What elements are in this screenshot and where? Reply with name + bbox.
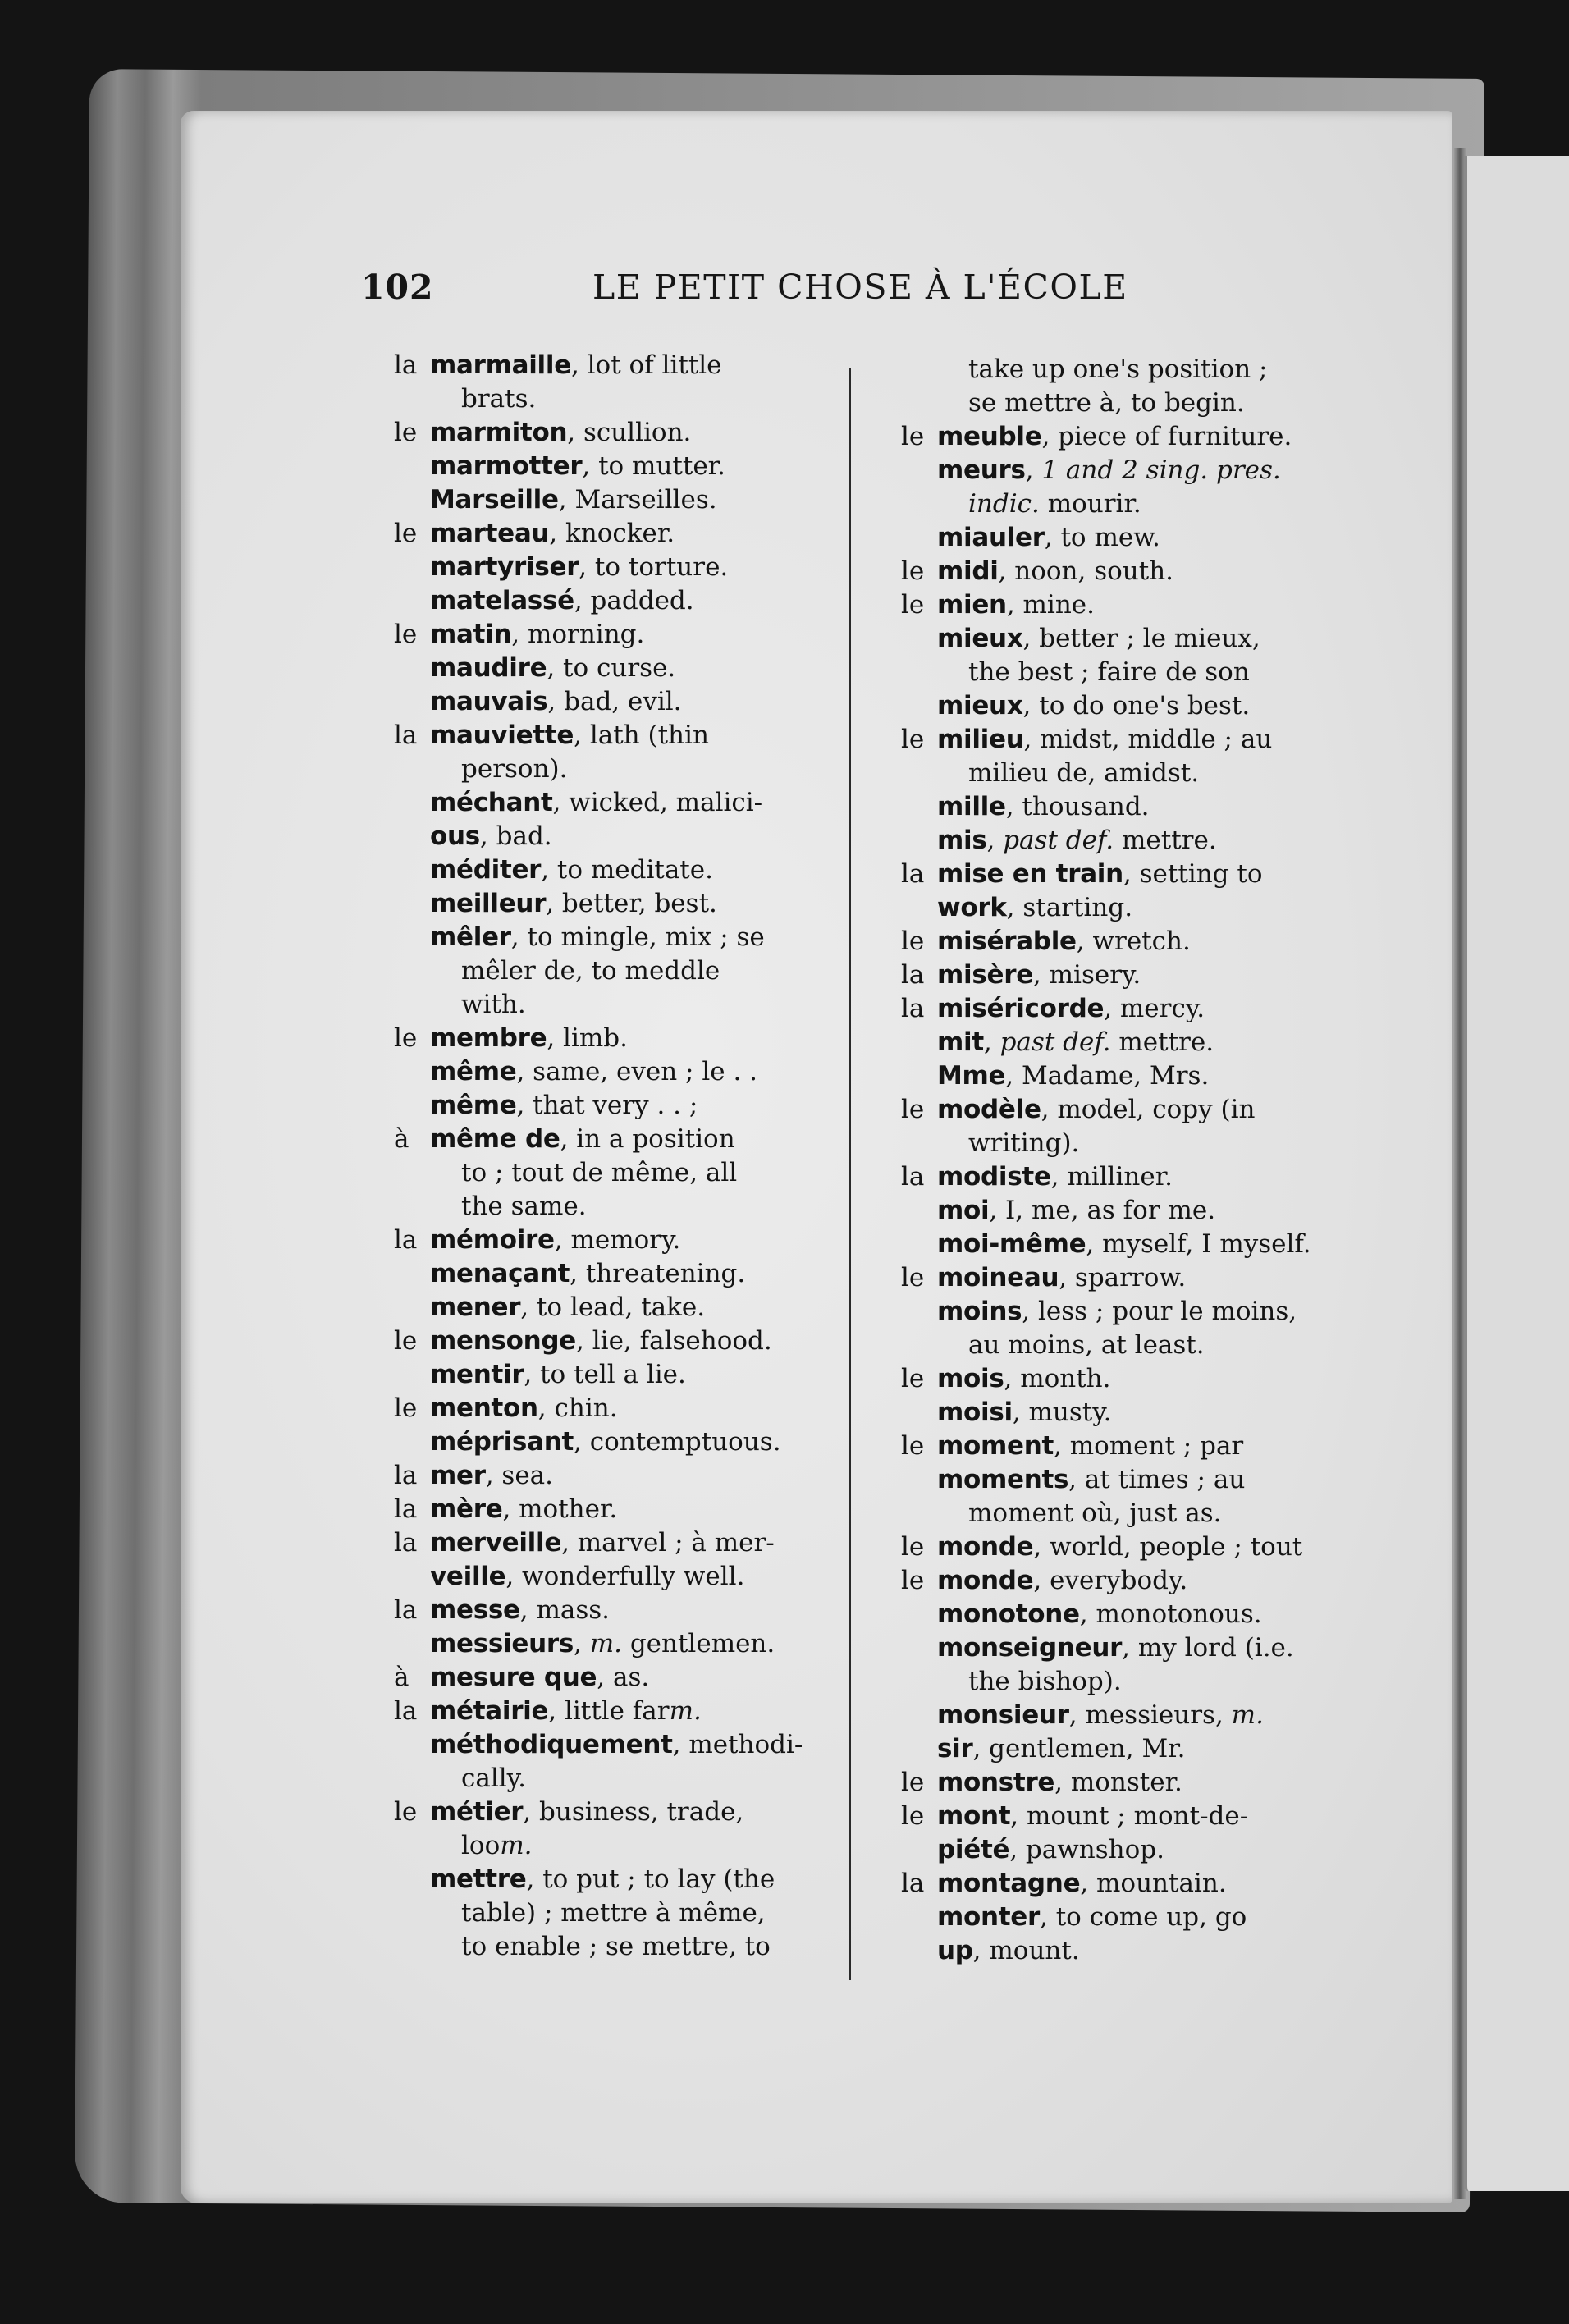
dictionary-line: messieurs, m. gentlemen. (430, 1629, 775, 1658)
dictionary-line: méprisant, contemptuous. (430, 1427, 781, 1457)
dictionary-line: mille, thousand. (937, 792, 1150, 821)
dictionary-line: moi, I, me, as for me. (937, 1196, 1216, 1225)
dictionary-line: mit, past def. mettre. (937, 1027, 1214, 1057)
dictionary-line: monter, to come up, go (937, 1902, 1247, 1932)
dictionary-line: mettre, to put ; to lay (the (430, 1864, 775, 1894)
dictionary-line: marmotter, to mutter. (430, 451, 725, 481)
dictionary-line: le mont, mount ; mont-de- (901, 1801, 1249, 1831)
dictionary-line: miauler, to mew. (937, 523, 1160, 552)
dictionary-line: le milieu, midst, middle ; au (901, 725, 1273, 754)
dictionary-line: méditer, to meditate. (430, 855, 713, 885)
dictionary-line: cally. (461, 1764, 526, 1793)
dictionary-line: mauvais, bad, evil. (430, 687, 682, 716)
dictionary-line: le monde, world, people ; tout (901, 1532, 1303, 1562)
dictionary-line: mieux, better ; le mieux, (937, 624, 1260, 653)
dictionary-line: Mme, Madame, Mrs. (937, 1061, 1210, 1091)
dictionary-line: le monde, everybody. (901, 1566, 1188, 1595)
dictionary-line: to ; tout de même, all (461, 1158, 738, 1187)
dictionary-line: mieux, to do one's best. (937, 691, 1251, 721)
dictionary-line: le métier, business, trade, (394, 1797, 744, 1827)
dictionary-line: meilleur, better, best. (430, 889, 717, 918)
dictionary-line: mis, past def. mettre. (937, 826, 1217, 855)
dictionary-line: moi-même, myself, I myself. (937, 1229, 1311, 1259)
dictionary-line: le marmiton, scullion. (394, 418, 692, 447)
dictionary-line: la modiste, milliner. (901, 1162, 1173, 1192)
dictionary-line: sir, gentlemen, Mr. (937, 1734, 1186, 1764)
right-column (901, 353, 1328, 1968)
page-number: 102 (361, 268, 434, 307)
dictionary-line: méthodiquement, methodi- (430, 1730, 803, 1759)
dictionary-line: loom. (461, 1831, 533, 1860)
dictionary-line: le matin, morning. (394, 620, 645, 649)
dictionary-line: to enable ; se mettre, to (461, 1932, 771, 1961)
dictionary-line: up, mount. (937, 1936, 1080, 1965)
dictionary-line: le mien, mine. (901, 590, 1096, 620)
dictionary-line: la marmaille, lot of little (394, 350, 722, 380)
dictionary-line: menaçant, threatening. (430, 1259, 746, 1288)
dictionary-line: mener, to lead, take. (430, 1292, 706, 1322)
dictionary-line: take up one's position ; (968, 355, 1268, 384)
dictionary-line: la métairie, little farm. (394, 1696, 702, 1726)
dictionary-line: le mensonge, lie, falsehood. (394, 1326, 772, 1356)
dictionary-line: the bishop). (968, 1667, 1122, 1696)
dictionary-line: maudire, to curse. (430, 653, 676, 683)
dictionary-line: la montagne, mountain. (901, 1869, 1227, 1898)
dictionary-line: le monstre, monster. (901, 1768, 1182, 1797)
left-column (394, 349, 821, 1964)
dictionary-line: matelassé, padded. (430, 586, 694, 615)
dictionary-line: the best ; faire de son (968, 657, 1250, 687)
dictionary-line: la miséricorde, mercy. (901, 994, 1205, 1023)
dictionary-line: méchant, wicked, malici- (430, 788, 763, 817)
dictionary-line: se mettre à, to begin. (968, 388, 1245, 418)
dictionary-line: writing). (968, 1128, 1080, 1158)
dictionary-line: ous, bad. (430, 821, 552, 851)
dictionary-line: mêler de, to meddle (461, 956, 720, 986)
dictionary-line: veille, wonderfully well. (430, 1562, 745, 1591)
dictionary-line: la misère, misery. (901, 960, 1141, 990)
dictionary-line: le mois, month. (901, 1364, 1111, 1393)
page-header (0, 263, 1569, 312)
dictionary-line: meurs, 1 and 2 sing. pres. (937, 455, 1281, 485)
dictionary-line: même, that very . . ; (430, 1091, 698, 1120)
dictionary-line: la mémoire, memory. (394, 1225, 681, 1255)
dictionary-line: with. (461, 990, 526, 1019)
dictionary-line: la merveille, marvel ; à mer- (394, 1528, 775, 1558)
dictionary-line: le moineau, sparrow. (901, 1263, 1187, 1292)
dictionary-line: table) ; mettre à même, (461, 1898, 766, 1928)
dictionary-line: monsieur, messieurs, m. (937, 1700, 1264, 1730)
dictionary-line: la mise en train, setting to (901, 859, 1263, 889)
dictionary-line: monotone, monotonous. (937, 1599, 1262, 1629)
dictionary-line: indic. mourir. (968, 489, 1141, 519)
dictionary-line: brats. (461, 384, 537, 414)
dictionary-line: à mesure que, as. (394, 1663, 650, 1692)
column-rule (849, 368, 851, 1980)
dictionary-line: moment où, just as. (968, 1498, 1222, 1528)
dictionary-line: le modèle, model, copy (in (901, 1095, 1256, 1124)
dictionary-line: au moins, at least. (968, 1330, 1205, 1360)
dictionary-line: Marseille, Marseilles. (430, 485, 717, 515)
dictionary-line: mêler, to mingle, mix ; se (430, 922, 765, 952)
dictionary-line: work, starting. (937, 893, 1133, 922)
dictionary-line: moisi, musty. (937, 1398, 1112, 1427)
dictionary-line: le membre, limb. (394, 1023, 628, 1053)
dictionary-line: le midi, noon, south. (901, 556, 1174, 586)
dictionary-line: milieu de, amidst. (968, 758, 1200, 788)
dictionary-line: moments, at times ; au (937, 1465, 1246, 1494)
dictionary-line: moins, less ; pour le moins, (937, 1297, 1297, 1326)
dictionary-line: la messe, mass. (394, 1595, 611, 1625)
dictionary-line: à même de, in a position (394, 1124, 735, 1154)
dictionary-line: le misérable, wretch. (901, 926, 1191, 956)
dictionary-line: mentir, to tell a lie. (430, 1360, 686, 1389)
facing-page-edge (1464, 156, 1569, 2191)
dictionary-line: le menton, chin. (394, 1393, 618, 1423)
dictionary-line: martyriser, to torture. (430, 552, 729, 582)
dictionary-line: le meuble, piece of furniture. (901, 422, 1292, 451)
dictionary-line: le marteau, knocker. (394, 519, 675, 548)
dictionary-line: monseigneur, my lord (i.e. (937, 1633, 1294, 1663)
dictionary-line: la mauviette, lath (thin (394, 721, 709, 750)
dictionary-line: piété, pawnshop. (937, 1835, 1164, 1864)
dictionary-line: person). (461, 754, 568, 784)
dictionary-line: même, same, even ; le . . (430, 1057, 758, 1087)
dictionary-line: the same. (461, 1192, 587, 1221)
dictionary-line: la mère, mother. (394, 1494, 618, 1524)
dictionary-line: la mer, sea. (394, 1461, 554, 1490)
dictionary-line: le moment, moment ; par (901, 1431, 1244, 1461)
running-title: LE PETIT CHOSE À L'ÉCOLE (592, 268, 1128, 307)
